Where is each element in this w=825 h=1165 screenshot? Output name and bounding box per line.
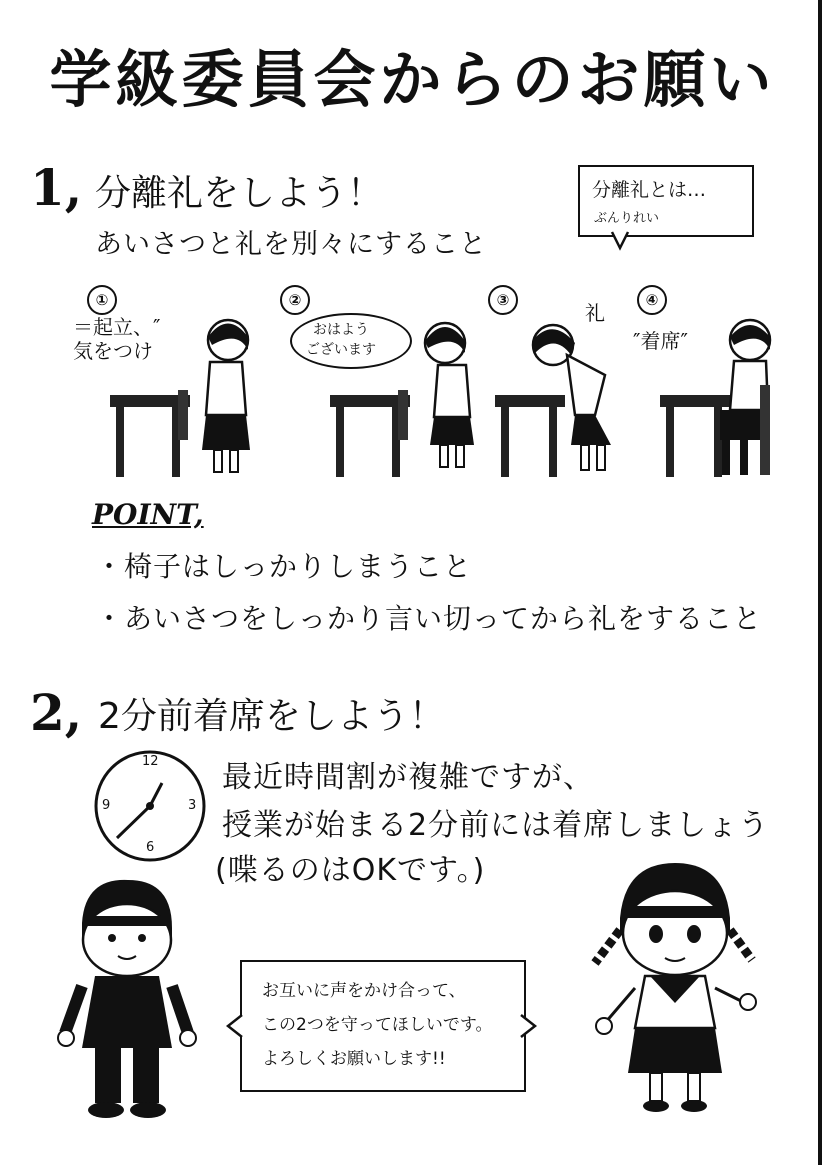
section1-subtitle: あいさつと礼を別々にすること bbox=[95, 229, 487, 260]
step3-number: ③ bbox=[488, 285, 518, 315]
page-title: 学級委員会からのお願い bbox=[49, 43, 776, 116]
step3-caption: 礼 bbox=[585, 301, 605, 325]
section1-heading: 分離礼をしよう！ bbox=[95, 173, 384, 214]
callout-term: 分離礼とは… bbox=[592, 179, 707, 201]
point-item-2: ・あいさつをしっかり言い切ってから礼をすること bbox=[95, 602, 763, 635]
boy-character-icon bbox=[60, 878, 195, 1123]
point-item-1: ・椅子はしっかりしまうこと bbox=[95, 550, 473, 583]
clock-12: 12 bbox=[142, 754, 159, 769]
clock-3: 3 bbox=[188, 798, 197, 813]
message-box bbox=[240, 960, 526, 1092]
section2-line-2: 授業が始まる2分前には着席しましょう bbox=[222, 808, 770, 843]
callout-reading: ぶんりれい bbox=[594, 211, 660, 226]
section2-heading: 2分前着席をしよう！ bbox=[98, 696, 445, 737]
student-greeting-icon bbox=[330, 365, 480, 480]
step1-number: ① bbox=[87, 285, 117, 315]
step2-number: ② bbox=[280, 285, 310, 315]
message-line-1: お互いに声をかけ合って、 bbox=[262, 981, 466, 1001]
message-tail-left bbox=[226, 1015, 244, 1037]
point-label: POINT, bbox=[92, 498, 204, 531]
message-line-2: この2つを守ってほしいです。 bbox=[262, 1015, 493, 1035]
girl-character-icon bbox=[590, 858, 760, 1118]
callout-tail bbox=[610, 232, 630, 252]
step2-caption: おはよう ございます bbox=[306, 322, 376, 358]
step4-number: ④ bbox=[637, 285, 667, 315]
clock-9: 9 bbox=[102, 798, 111, 813]
step-illustrations bbox=[73, 285, 785, 485]
section2-number: 2, bbox=[30, 683, 83, 742]
step2-speech-bubble bbox=[290, 313, 412, 369]
section1-number: 1, bbox=[30, 158, 83, 217]
message-line-3: よろしくお願いします!! bbox=[262, 1049, 446, 1069]
clock-6: 6 bbox=[146, 840, 155, 855]
step4-caption: ″着席″ bbox=[633, 329, 688, 353]
step1-caption: ＝起立、″ 気をつけ bbox=[73, 315, 161, 363]
student-standing-icon bbox=[110, 305, 275, 480]
page-edge-line bbox=[818, 0, 822, 1165]
message-tail-right bbox=[519, 1015, 537, 1037]
student2-head-icon bbox=[420, 313, 470, 368]
student-bowing-icon bbox=[495, 315, 625, 480]
definition-callout bbox=[578, 165, 754, 237]
section2-line-1: 最近時間割が複雑ですが、 bbox=[222, 760, 594, 795]
student-seated-icon bbox=[660, 315, 785, 480]
section2-line-3: (喋るのはOKです。) bbox=[215, 853, 486, 888]
clock-icon bbox=[92, 748, 208, 864]
